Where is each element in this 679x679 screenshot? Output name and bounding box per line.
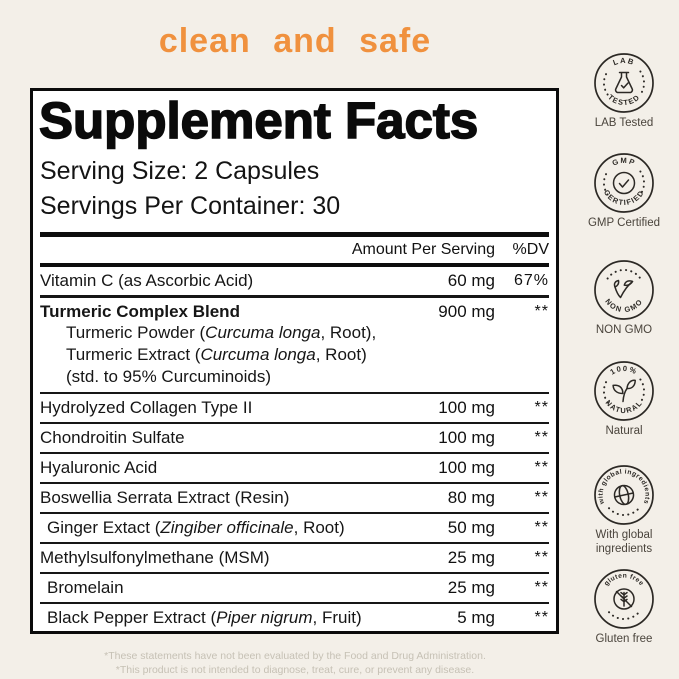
ingredient-name: Hydrolyzed Collagen Type II: [40, 398, 253, 418]
badge-natural: [577, 360, 671, 439]
dv-header: %DV: [512, 241, 549, 259]
table-row: [40, 514, 549, 544]
ingredient-amount: 25 mg: [447, 578, 495, 598]
svg-text:GMP: GMP: [610, 155, 638, 168]
svg-text:NON GMO: NON GMO: [603, 296, 645, 315]
ingredient-amount: 80 mg: [447, 488, 495, 508]
ingredient-amount: 100 mg: [438, 428, 495, 448]
svg-text:LAB: LAB: [611, 55, 637, 68]
ingredient-dv: **: [534, 459, 549, 477]
badge-label: GMP Certified: [587, 217, 660, 229]
table-row: [40, 454, 549, 484]
badge-gmp-certified: [577, 152, 671, 231]
badge-lab-tested-seal: [593, 52, 655, 114]
ingredient-dv: **: [534, 609, 549, 627]
svg-text:with global ingredients: with global ingredients: [597, 468, 651, 506]
disclaimer-line-1: *These statements have not been evaluated by the Food and Drug Administration.: [104, 650, 486, 662]
ingredient-dv: **: [534, 303, 549, 321]
ingredient-subline: (std. to 95% Curcuminoids): [66, 367, 272, 387]
ingredient-dv: **: [534, 429, 549, 447]
badge-non-gmo-seal: [593, 259, 655, 321]
gmp-check-icon: [614, 173, 635, 194]
badge-label: Natural: [605, 425, 643, 437]
table-row: [40, 484, 549, 514]
ingredient-name: Black Pepper Extract (Piper nigrum, Fruit): [40, 607, 409, 634]
svg-text:NATURAL: NATURAL: [603, 398, 645, 416]
badge-gluten-free: [577, 568, 671, 647]
column-headers: [40, 237, 549, 263]
ingredient-amount: 60 mg: [447, 271, 495, 291]
badge-label: With global ingredients: [595, 529, 653, 555]
ingredient-name: Turmeric Complex Blend Turmeric Powder (Curcuma longa, Root), Turmeric Extract (Curcuma longa, Root) (std. to 95% Curcuminoids): [40, 301, 409, 388]
badge-natural-seal: [593, 360, 655, 422]
table-row: [40, 574, 549, 604]
ingredient-dv: **: [534, 579, 549, 597]
ingredient-dv: 67%: [513, 272, 549, 290]
ingredient-name: Vitamin C (as Ascorbic Acid): [40, 271, 254, 291]
supplement-facts-panel: [30, 88, 559, 634]
gluten-free-wheat-icon: [614, 589, 634, 609]
amount-per-serving-header: Amount Per Serving: [351, 241, 495, 259]
svg-text:CERTIFIED: CERTIFIED: [601, 188, 647, 208]
non-gmo-sprout-icon: [614, 281, 632, 298]
table-row: [40, 604, 549, 634]
ingredient-subline: Turmeric Extract (Curcuma longa, Root): [66, 345, 367, 365]
svg-text:100%: 100%: [608, 363, 640, 377]
ingredient-dv: **: [534, 519, 549, 537]
badge-label: Gluten free: [595, 633, 653, 645]
badge-label: NON GMO: [595, 324, 653, 336]
ingredient-name: Ginger Extact (Zingiber officinale, Root): [47, 518, 345, 538]
ingredient-amount: 100 mg: [438, 398, 495, 418]
badge-label: LAB Tested: [594, 117, 654, 129]
lab-flask-icon: [616, 73, 633, 93]
badge-non-gmo: [577, 259, 671, 338]
ingredient-name: Hyaluronic Acid: [40, 458, 158, 478]
brand-title: clean and safe: [158, 22, 432, 60]
badge-lab-tested: [577, 52, 671, 131]
ingredient-name: Bromelain: [47, 578, 124, 598]
servings-per-container: Servings Per Container: 30: [40, 191, 341, 220]
ingredient-dv: **: [534, 399, 549, 417]
globe-icon: [613, 484, 636, 507]
table-row: [40, 544, 549, 574]
ingredient-amount: 5 mg: [457, 608, 495, 628]
badge-gluten-free-seal: [593, 568, 655, 630]
badge-with-global-ingredients-seal: [593, 464, 655, 526]
fda-disclaimer: [30, 649, 560, 677]
ingredient-rows: [40, 267, 549, 634]
badge-gmp-certified-seal: [593, 152, 655, 214]
serving-size: Serving Size: 2 Capsules: [40, 157, 320, 186]
disclaimer-line-2: *This product is not intended to diagnose, treat, cure, or prevent any disease.: [115, 664, 475, 677]
ingredient-amount: 100 mg: [438, 458, 495, 478]
ingredient-name: Boswellia Serrata Extract (Resin): [40, 488, 290, 508]
natural-leaves-icon: [613, 380, 635, 401]
ingredient-amount: 900 mg: [438, 302, 495, 322]
ingredient-amount: 25 mg: [447, 548, 495, 568]
ingredient-amount: 50 mg: [447, 518, 495, 538]
table-row: [40, 267, 549, 298]
ingredient-subline: [47, 628, 409, 634]
ingredient-subline: Turmeric Powder (Curcuma longa, Root),: [66, 323, 377, 343]
svg-text:gluten free: gluten free: [603, 572, 645, 588]
ingredient-dv: **: [534, 549, 549, 567]
ingredient-name: Methylsulfonylmethane (MSM): [40, 548, 270, 568]
table-row: [40, 298, 549, 394]
ingredient-dv: **: [534, 489, 549, 507]
badge-with-global-ingredients: [577, 464, 671, 556]
ingredient-name: Chondroitin Sulfate: [40, 428, 185, 448]
table-row: [40, 394, 549, 424]
table-row: [40, 424, 549, 454]
supplement-facts-title: Supplement Facts: [39, 92, 479, 149]
svg-text:TESTED: TESTED: [606, 92, 642, 108]
